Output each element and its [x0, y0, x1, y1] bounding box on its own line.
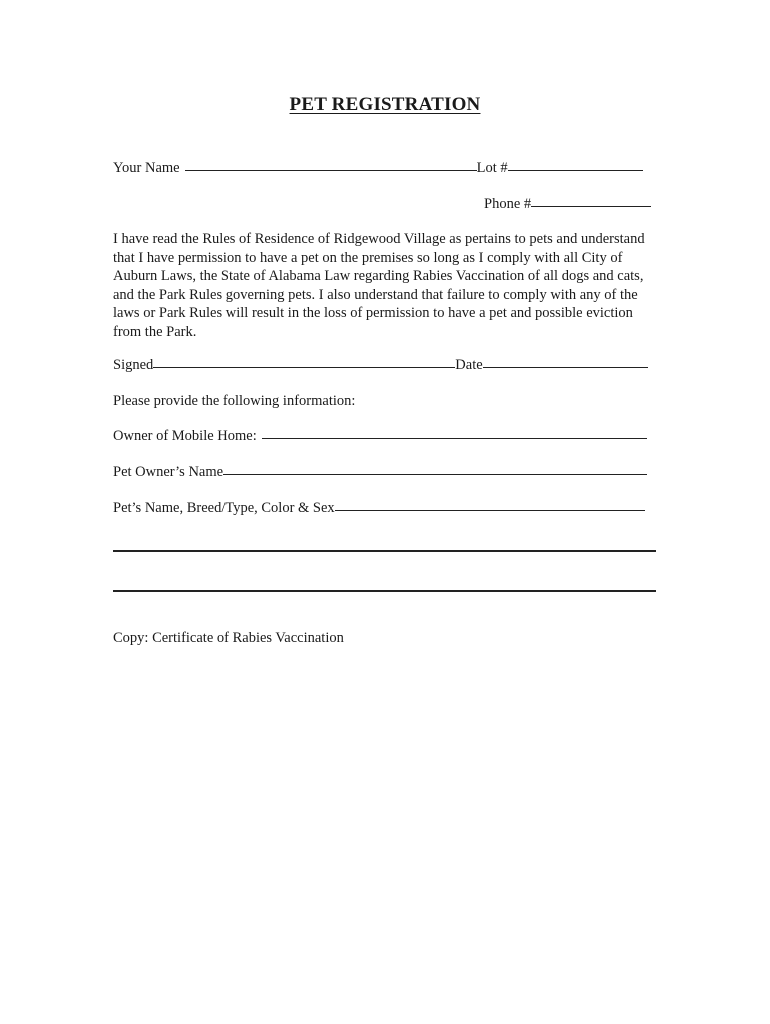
pet-owner-name-label: Pet Owner’s Name	[113, 464, 224, 480]
owner-mobile-home-row	[113, 428, 647, 445]
pet-details-row	[113, 500, 645, 517]
signature-field[interactable]	[153, 366, 455, 368]
phone-label: Phone #	[484, 196, 532, 212]
pet-details-line-2[interactable]	[113, 550, 656, 552]
lot-field[interactable]	[508, 169, 643, 171]
lot-label: Lot #	[476, 160, 508, 176]
footer-note: Copy: Certificate of Rabies Vaccination	[113, 630, 344, 646]
pet-details-label: Pet’s Name, Breed/Type, Color & Sex	[113, 500, 335, 516]
agreement-paragraph: I have read the Rules of Residence of Ridgewood Village as pertains to pets and understand that I have permission to have a pet on the premises so long as I comply with all City of Auburn Laws, the State of Alabama Law regarding Rabies Vaccination of all dogs and cats, and the Park Rules governing pets. I also understand that failure to comply with any of the laws or Park Rules will result in the loss of permission to have a pet and possible eviction from the Park.	[113, 231, 645, 340]
pet-details-line-3[interactable]	[113, 590, 656, 592]
pet-owner-name-field[interactable]	[223, 473, 647, 475]
date-label: Date	[455, 357, 483, 373]
owner-mobile-home-label: Owner of Mobile Home:	[113, 428, 257, 444]
signed-date-row	[113, 357, 648, 374]
pet-details-field[interactable]	[335, 509, 645, 511]
owner-mobile-home-field[interactable]	[262, 437, 647, 439]
date-field[interactable]	[483, 366, 648, 368]
phone-field[interactable]	[531, 205, 651, 207]
phone-row	[484, 196, 651, 213]
your-name-label: Your Name	[113, 160, 180, 176]
document-title: PET REGISTRATION	[289, 94, 481, 115]
your-name-field[interactable]	[185, 169, 477, 171]
signed-label: Signed	[113, 357, 154, 373]
name-lot-row	[113, 160, 643, 177]
instruction-text: Please provide the following information:	[113, 393, 356, 409]
pet-owner-name-row	[113, 464, 647, 481]
